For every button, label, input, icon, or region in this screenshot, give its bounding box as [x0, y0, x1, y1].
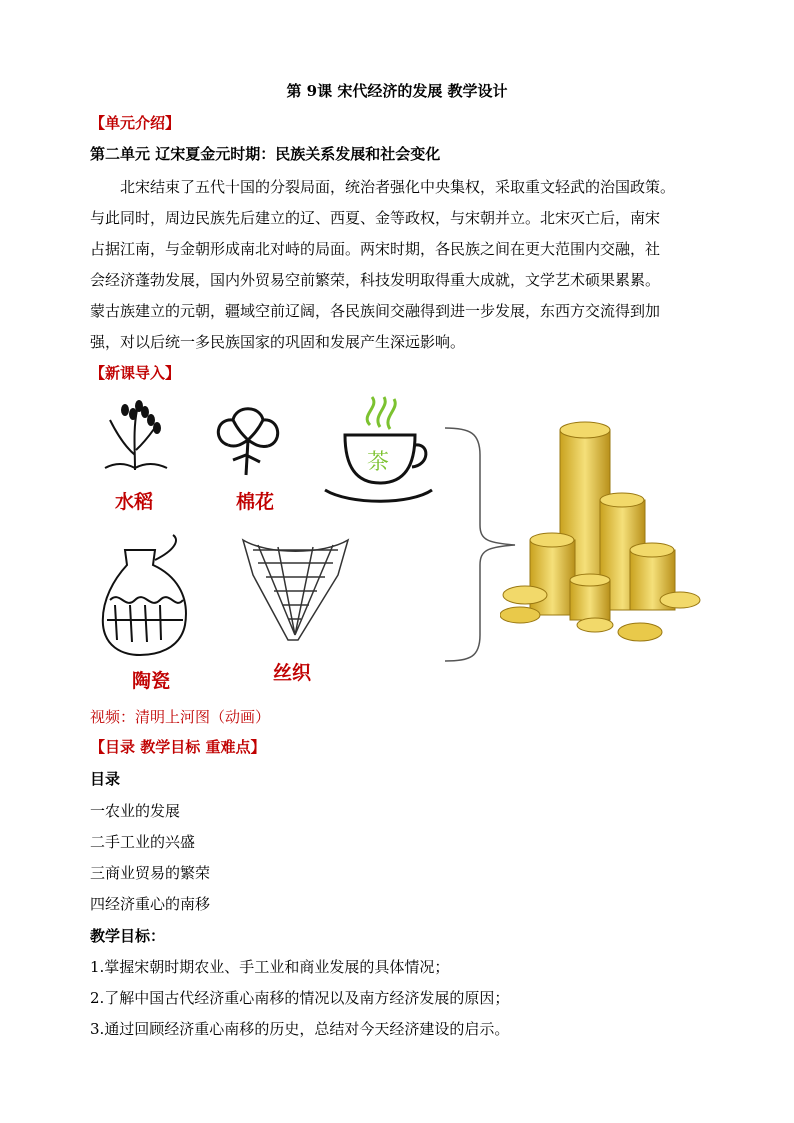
paragraph-line: 会经济蓬勃发展，国内外贸易空前繁荣，科技发明取得重大成就，文学艺术硕果累累。: [90, 271, 661, 289]
paragraph-line: 与此同时，周边民族先后建立的辽、西夏、金等政权，与宋朝并立。北宋灭亡后，南宋: [90, 209, 661, 227]
porcelain-caption: 陶瓷: [132, 670, 171, 692]
video-line: 视频：清明上河图（动画）: [90, 708, 271, 726]
toc-heading: 目录: [90, 770, 121, 788]
toc-item: 三商业贸易的繁荣: [90, 864, 211, 882]
paragraph-line: 强，对以后统一多民族国家的巩固和发展产生深远影响。: [90, 333, 466, 351]
unit-paragraph: [90, 172, 702, 358]
cotton-caption: 棉花: [236, 491, 275, 513]
gold-coins-icon: [500, 410, 710, 650]
paragraph-line: 占据江南，与金朝形成南北对峙的局面。两宋时期，各民族之间在更大范围内交融，社: [90, 240, 661, 258]
toc-item: 一农业的发展: [90, 802, 181, 820]
toc-tag: 【目录 教学目标 重难点】: [90, 738, 266, 756]
goal-item: 3.通过回顾经济重心南移的历史，总结对今天经济建设的启示。: [90, 1020, 510, 1038]
toc-item: 四经济重心的南移: [90, 895, 211, 913]
rice-caption: 水稻: [115, 491, 154, 513]
tea-char: 茶: [366, 450, 390, 475]
goal-item: 1.掌握宋朝时期农业、手工业和商业发展的具体情况；: [90, 958, 450, 976]
unit-intro-tag: 【单元介绍】: [90, 114, 181, 132]
paragraph-line: 蒙古族建立的元朝，疆域空前辽阔，各民族间交融得到进一步发展，东西方交流得到加: [90, 302, 661, 320]
toc-item: 二手工业的兴盛: [90, 833, 196, 851]
paragraph-line: 北宋结束了五代十国的分裂局面，统治者强化中央集权，采取重文轻武的治国政策。: [120, 178, 676, 196]
rice-plant-icon: [95, 390, 175, 475]
unit-title: 第二单元 辽宋夏金元时期：民族关系发展和社会变化: [90, 145, 441, 163]
silk-caption: 丝织: [273, 662, 312, 684]
page-title: 第 9课 宋代经济的发展 教学设计: [286, 82, 508, 100]
goal-item: 2.了解中国古代经济重心南移的情况以及南方经济发展的原因；: [90, 989, 510, 1007]
tea-cup-icon: [320, 395, 435, 510]
cotton-icon: [208, 400, 288, 480]
goals-heading: 教学目标：: [90, 927, 166, 945]
new-lesson-tag: 【新课导入】: [90, 364, 181, 382]
porcelain-vase-icon: [95, 530, 195, 660]
silk-shawl-icon: [238, 535, 353, 645]
